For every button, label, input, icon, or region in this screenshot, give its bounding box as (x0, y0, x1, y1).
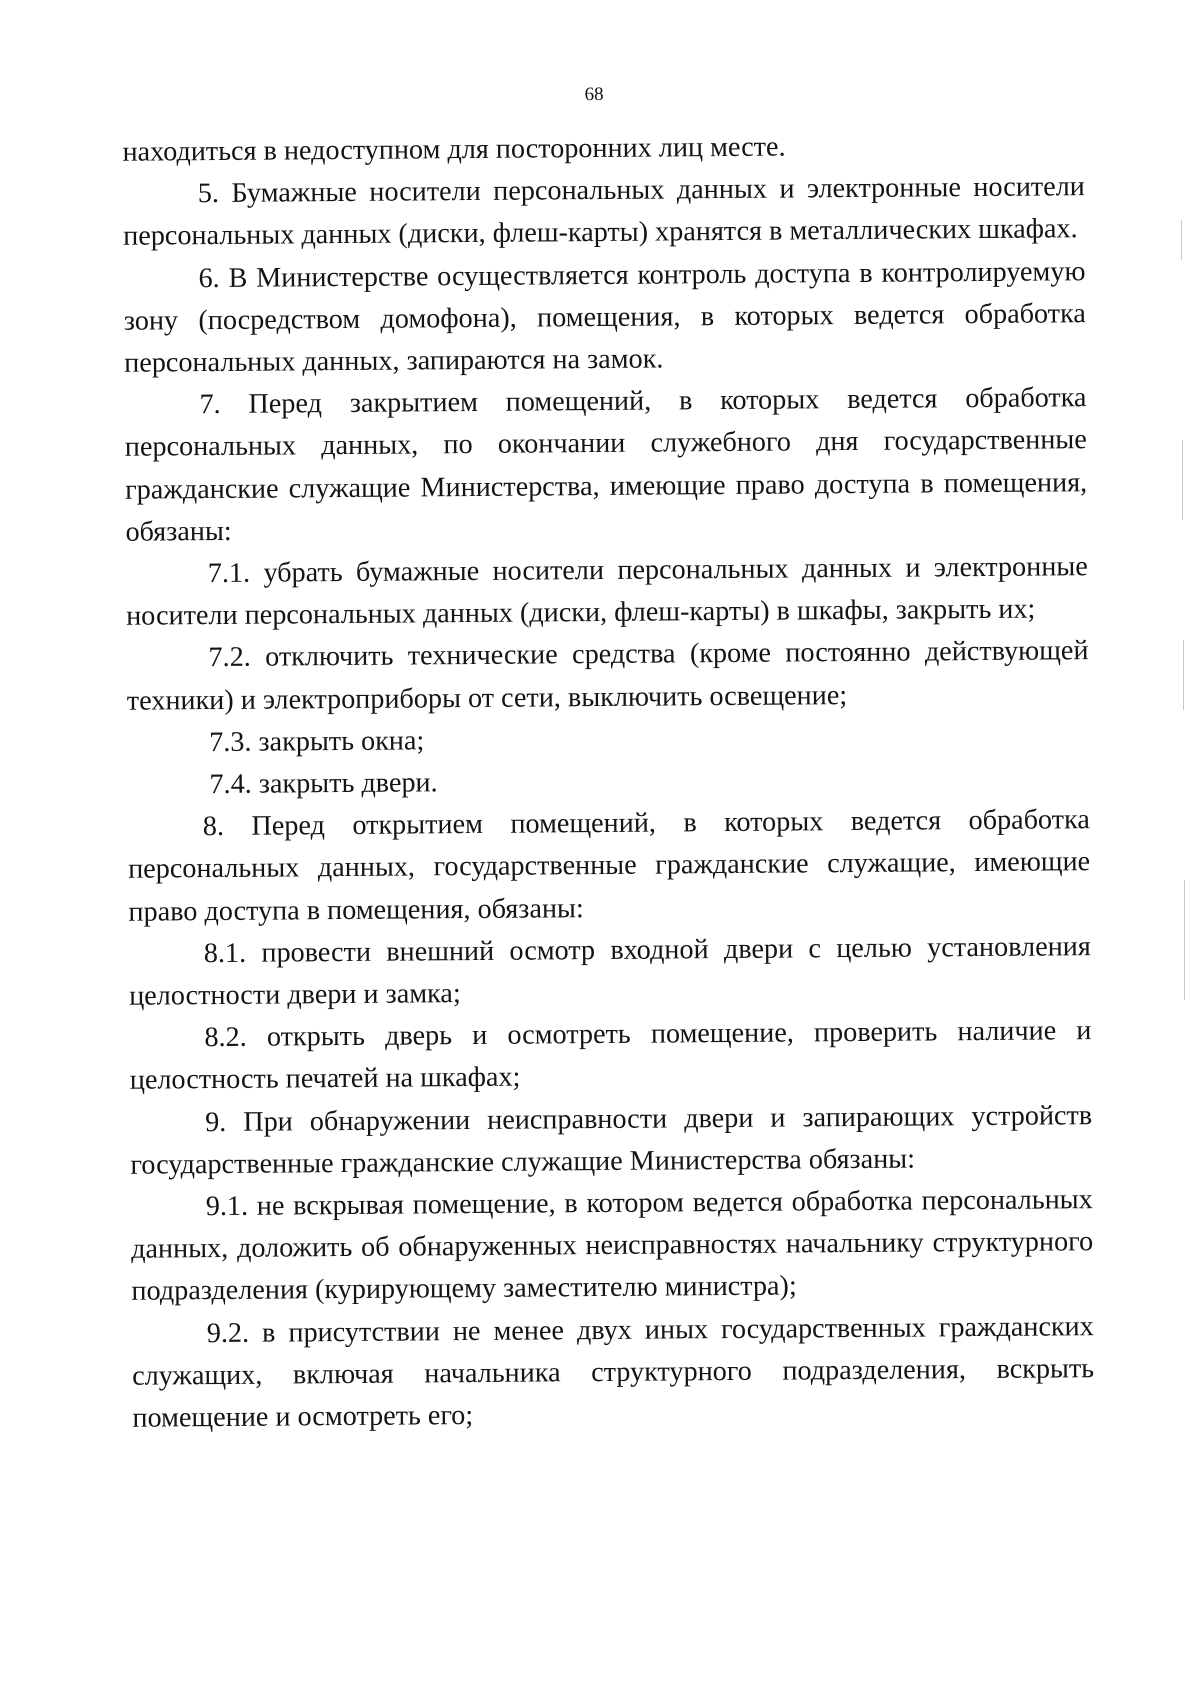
page-number: 68 (584, 83, 604, 106)
paragraph-7-2: 7.2. отключить технические средства (кроме постоянно действующей техники) и электроприборы от сети, выключить освещение; (126, 635, 1089, 717)
paragraph-8-1: 8.1. провести внешний осмотр входной двери с целью установления целостности двери и замка; (129, 931, 1091, 1012)
scan-edge-mark-middle (1182, 440, 1183, 520)
paragraph-6: 6. В Министерстве осуществляется контроль доступа в контролируемую зону (посредством домофона), помещения, в которых ведется обработка персональных данных, запираются на замок. (123, 255, 1086, 379)
paragraph-8-2: 8.2. открыть дверь и осмотреть помещение, проверить наличие и целостность печатей на шкафах; (129, 1015, 1092, 1097)
scan-edge-mark-bottom (1184, 880, 1185, 1000)
paragraph-9: 9. При обнаружении неисправности двери и запирающих устройств государственные гражданские служащие Министерства обязаны: (130, 1099, 1093, 1181)
paragraph-9-1: 9.1. не вскрывая помещение, в котором ведется обработка персональных данных, доложить об обнаруженных неисправностях начальнику структурного подразделения (курирующему заместителю министра); (131, 1184, 1094, 1308)
scan-edge-mark-lower (1183, 640, 1184, 710)
paragraph-5: 5. Бумажные носители персональных данных и электронные носители персональных данных (диски, флеш-карты) хранятся в металлических шкафах. (123, 171, 1085, 253)
paragraph-8: 8. Перед открытием помещений, в которых ведется обработка персональных данных, государственные гражданские служащие, имеющие право доступа в помещения, обязаны: (128, 804, 1091, 928)
paragraph-7-1: 7.1. убрать бумажные носители персональных данных и электронные носители персональных данных (диски, флеш-карты) в шкафы, закрыть их; (126, 551, 1088, 632)
paragraph-9-2: 9.2. в присутствии не менее двух иных государственных гражданских служащих, включая начальника структурного подразделения, вскрыть помещение и осмотреть его; (132, 1310, 1095, 1434)
paragraph-continuation: находиться в недоступном для посторонних лиц месте. (122, 131, 786, 168)
paragraph-7-4: 7.4. закрыть двери. (209, 767, 438, 801)
paragraph-7-3: 7.3. закрыть окна; (209, 725, 425, 758)
scan-edge-mark-top (1181, 220, 1182, 260)
document-body (122, 124, 1094, 1440)
paragraph-7: 7. Перед закрытием помещений, в которых ведется обработка персональных данных, по окончании служебного дня государственные гражданские служащие Министерства, имеющие право доступа в помещения, обязаны: (124, 382, 1088, 548)
